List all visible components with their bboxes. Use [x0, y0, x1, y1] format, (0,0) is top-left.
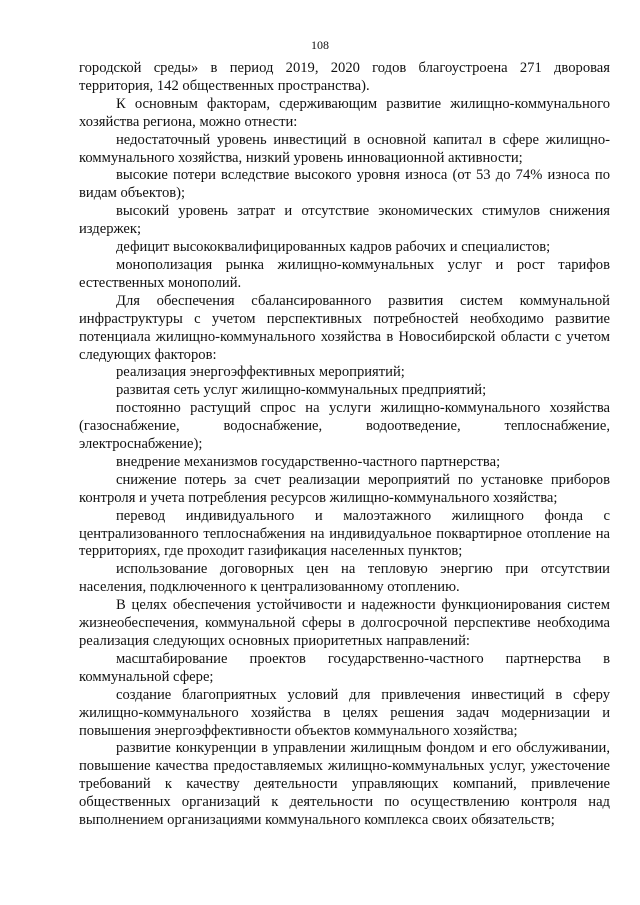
list-item: масштабирование проектов государственно-частного партнерства в коммунальной сфере;	[79, 650, 610, 685]
document-body	[79, 60, 610, 830]
list-item: недостаточный уровень инвестиций в основной капитал в сфере жилищно-коммунального хозяйства, низкий уровень инновационной активности;	[79, 131, 610, 166]
list-item: использование договорных цен на тепловую энергию при отсутствии населения, подключенного к централизованному отоплению.	[79, 561, 610, 596]
list-item: развитая сеть услуг жилищно-коммунальных предприятий;	[116, 382, 487, 399]
list-item: постоянно растущий спрос на услуги жилищно-коммунального хозяйства (газоснабжение, водоснабжение, водоотведение, теплоснабжение, электроснабжение);	[79, 400, 610, 453]
paragraph: городской среды» в период 2019, 2020 годов благоустроена 271 дворовая территория, 142 общественных пространства).	[79, 60, 610, 94]
list-item: внедрение механизмов государственно-частного партнерства;	[116, 453, 501, 470]
paragraph: В целях обеспечения устойчивости и надежности функционирования систем жизнеобеспечения, коммунальной сферы в долгосрочной перспективе необходима реализация следующих основных приоритетных направлений:	[79, 597, 610, 649]
list-item: развитие конкуренции в управлении жилищным фондом и его обслуживании, повышение качества предоставляемых жилищно-коммунальных услуг, ужесточение требований к качеству деятельности управляющих компаний, привлечение общественных организаций к деятельности по осуществлению контроля над выполнением организациями коммунального комплекса своих обязательств;	[79, 740, 610, 829]
list-item: снижение потерь за счет реализации мероприятий по установке приборов контроля и учета потребления ресурсов жилищно-коммунального хозяйства;	[79, 471, 610, 506]
paragraph: Для обеспечения сбалансированного развития систем коммунальной инфраструктуры с учетом перспективных потребностей необходимо развитие потенциала жилищно-коммунального хозяйства в Новосибирской области с учетом следующих факторов:	[79, 292, 610, 363]
list-item: перевод индивидуального и малоэтажного жилищного фонда с централизованного теплоснабжения на индивидуальное поквартирное отопление на территориях, где проходит газификация населенных пунктов;	[79, 507, 610, 560]
list-item: монополизация рынка жилищно-коммунальных услуг и рост тарифов естественных монополий.	[79, 256, 610, 291]
list-item: высокие потери вследствие высокого уровня износа (от 53 до 74% износа по видам объектов);	[79, 167, 610, 202]
list-item: реализация энергоэффективных мероприятий;	[116, 364, 405, 381]
list-item: создание благоприятных условий для привлечения инвестиций в сферу жилищно-коммунального хозяйства в целях решения задач модернизации и повышения энергоэффективности объектов коммунального хозяйства;	[79, 686, 610, 739]
list-item: высокий уровень затрат и отсутствие экономических стимулов снижения издержек;	[79, 203, 610, 238]
list-item: дефицит высококвалифицированных кадров рабочих и специалистов;	[116, 239, 551, 256]
page-number: 108	[311, 38, 329, 52]
paragraph: К основным факторам, сдерживающим развитие жилищно-коммунального хозяйства региона, можно отнести:	[79, 95, 610, 130]
